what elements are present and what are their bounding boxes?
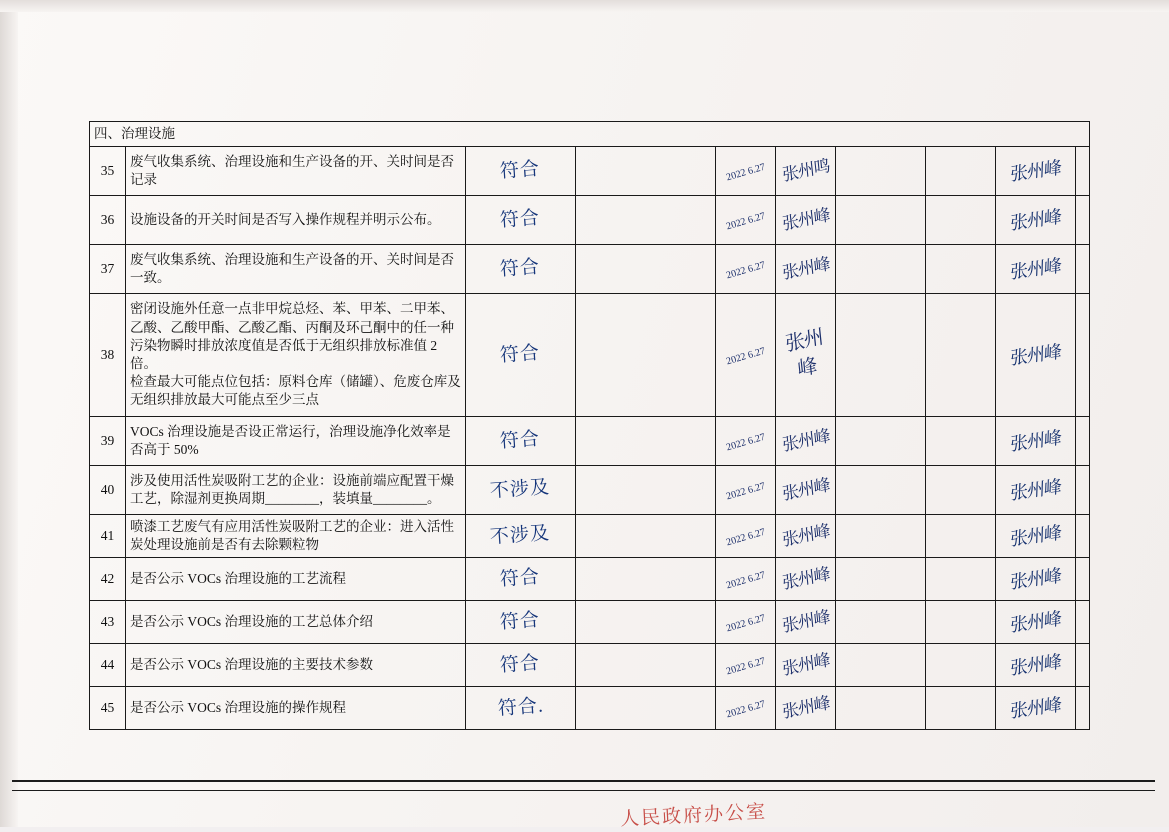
handwritten-date: 2022 6.27: [724, 698, 767, 721]
row-edge-cell: [1076, 687, 1090, 730]
row-result: [466, 294, 576, 417]
handwritten-signature: 张州峰: [780, 563, 830, 593]
table-row: [90, 558, 1090, 601]
handwritten-date: 2022 6.27: [724, 161, 767, 184]
row-edge-cell: [1076, 515, 1090, 558]
row-signature-2: [996, 687, 1076, 730]
row-signature-2: [996, 558, 1076, 601]
row-number: 43: [90, 601, 126, 644]
row-signature-2: [996, 515, 1076, 558]
handwritten-result: 符合: [499, 428, 542, 453]
row-signature-1: [776, 601, 836, 644]
table-row: [90, 294, 1090, 417]
row-edge-cell: [1076, 147, 1090, 196]
row-blank-1: [576, 245, 716, 294]
handwritten-signature: 张州峰: [780, 649, 830, 679]
row-date: [716, 687, 776, 730]
row-item-subtext: 检查最大可能点位包括：原料仓库（储罐）、危废仓库及无组织排放最大可能点至少三点: [130, 374, 461, 408]
row-signature-1: [776, 245, 836, 294]
row-item-text: 密闭设施外任意一点非甲烷总烃、苯、甲苯、二甲苯、乙酸、乙酸甲酯、乙酸乙酯、丙酮及环己酮中的任一种污染物瞬时排放浓度值是否低于无组织排放标准值 2 倍。: [130, 301, 454, 371]
row-number: 36: [90, 196, 126, 245]
row-number: 44: [90, 644, 126, 687]
handwritten-result: 符合: [499, 256, 542, 281]
row-item-text: 是否公示 VOCs 治理设施的操作规程: [126, 687, 466, 730]
row-date: [716, 466, 776, 515]
row-result: [466, 417, 576, 466]
row-blank-3: [926, 147, 996, 196]
row-blank-3: [926, 558, 996, 601]
row-result: [466, 644, 576, 687]
handwritten-signature-2: 张州峰: [1009, 522, 1062, 550]
row-item-text: 是否公示 VOCs 治理设施的工艺总体介绍: [126, 601, 466, 644]
row-signature-1: [776, 515, 836, 558]
row-item-cell: [126, 294, 466, 417]
row-edge-cell: [1076, 644, 1090, 687]
row-result: [466, 245, 576, 294]
row-blank-3: [926, 245, 996, 294]
row-blank-1: [576, 417, 716, 466]
row-result: [466, 558, 576, 601]
row-result: [466, 515, 576, 558]
row-signature-1: [776, 294, 836, 417]
row-blank-3: [926, 466, 996, 515]
handwritten-date: 2022 6.27: [724, 569, 767, 592]
row-edge-cell: [1076, 417, 1090, 466]
row-number: 41: [90, 515, 126, 558]
row-signature-1: [776, 644, 836, 687]
row-blank-3: [926, 294, 996, 417]
row-date: [716, 601, 776, 644]
table-row: [90, 245, 1090, 294]
row-edge-cell: [1076, 245, 1090, 294]
row-number: 38: [90, 294, 126, 417]
red-stamp-text: 人民政府办公室: [619, 801, 768, 831]
handwritten-date: 2022 6.27: [724, 431, 767, 454]
row-blank-2: [836, 245, 926, 294]
row-blank-2: [836, 294, 926, 417]
table-row: [90, 196, 1090, 245]
row-date: [716, 147, 776, 196]
handwritten-signature-2: 张州峰: [1009, 157, 1062, 185]
row-item-text: VOCs 治理设施是否设正常运行，治理设施净化效率是否高于 50%: [126, 417, 466, 466]
row-edge-cell: [1076, 558, 1090, 601]
row-date: [716, 417, 776, 466]
row-blank-2: [836, 417, 926, 466]
table-row: [90, 601, 1090, 644]
row-edge-cell: [1076, 196, 1090, 245]
inspection-form: [89, 121, 1089, 730]
row-blank-1: [576, 147, 716, 196]
row-date: [716, 196, 776, 245]
table-row: [90, 147, 1090, 196]
handwritten-signature-2: 张州峰: [1009, 608, 1062, 636]
row-result: [466, 601, 576, 644]
row-blank-2: [836, 601, 926, 644]
row-date: [716, 558, 776, 601]
row-date: [716, 644, 776, 687]
row-signature-2: [996, 466, 1076, 515]
checklist-table: [89, 121, 1090, 730]
row-blank-1: [576, 601, 716, 644]
row-blank-1: [576, 644, 716, 687]
row-blank-3: [926, 644, 996, 687]
row-date: [716, 294, 776, 417]
handwritten-result: 符合: [499, 207, 542, 232]
row-signature-1: [776, 147, 836, 196]
row-item-text: 设施设备的开关时间是否写入操作规程并明示公布。: [126, 196, 466, 245]
row-blank-3: [926, 687, 996, 730]
table-row: [90, 644, 1090, 687]
handwritten-signature: 张州峰: [780, 606, 830, 636]
section-title: 四、治理设施: [90, 122, 1090, 147]
row-number: 45: [90, 687, 126, 730]
table-row: [90, 417, 1090, 466]
row-signature-1: [776, 558, 836, 601]
table-row: [90, 515, 1090, 558]
row-number: 40: [90, 466, 126, 515]
handwritten-signature-2: 张州峰: [1009, 206, 1062, 234]
row-edge-cell: [1076, 466, 1090, 515]
row-number: 42: [90, 558, 126, 601]
row-number: 35: [90, 147, 126, 196]
handwritten-signature-2: 张州峰: [1009, 341, 1062, 369]
row-signature-2: [996, 294, 1076, 417]
row-result: [466, 147, 576, 196]
handwritten-result: 符合: [499, 566, 542, 591]
table-row: [90, 687, 1090, 730]
row-signature-1: [776, 196, 836, 245]
row-signature-1: [776, 687, 836, 730]
handwritten-signature-2: 张州峰: [1009, 651, 1062, 679]
row-blank-3: [926, 601, 996, 644]
row-signature-2: [996, 245, 1076, 294]
row-signature-2: [996, 644, 1076, 687]
row-signature-2: [996, 601, 1076, 644]
handwritten-result: 符合: [499, 652, 542, 677]
handwritten-result: 符合.: [496, 695, 545, 720]
row-signature-2: [996, 417, 1076, 466]
handwritten-date: 2022 6.27: [724, 480, 767, 503]
page-edge-shadow-top: [0, 0, 1169, 12]
row-date: [716, 245, 776, 294]
row-blank-1: [576, 515, 716, 558]
row-date: [716, 515, 776, 558]
handwritten-signature: 张州鸣: [780, 155, 830, 185]
row-result: [466, 196, 576, 245]
row-blank-2: [836, 147, 926, 196]
handwritten-result: 符合: [499, 342, 542, 367]
handwritten-signature: 张州峰: [780, 253, 830, 283]
row-blank-3: [926, 196, 996, 245]
row-signature-1: [776, 417, 836, 466]
row-blank-3: [926, 515, 996, 558]
row-blank-2: [836, 466, 926, 515]
row-item-text: 喷漆工艺废气有应用活性炭吸附工艺的企业：进入活性炭处理设施前是否有去除颗粒物: [126, 515, 466, 558]
handwritten-result: 不涉及: [489, 477, 552, 503]
row-blank-1: [576, 687, 716, 730]
row-edge-cell: [1076, 294, 1090, 417]
row-blank-2: [836, 558, 926, 601]
row-blank-1: [576, 294, 716, 417]
row-blank-2: [836, 515, 926, 558]
handwritten-signature-2: 张州峰: [1009, 476, 1062, 504]
handwritten-date: 2022 6.27: [724, 526, 767, 549]
handwritten-result: 符合: [499, 609, 542, 634]
handwritten-date: 2022 6.27: [724, 345, 767, 368]
handwritten-signature: 张州峰: [780, 520, 830, 550]
handwritten-result: 不涉及: [489, 523, 552, 549]
section-header-row: [90, 122, 1090, 147]
handwritten-signature-2: 张州峰: [1009, 565, 1062, 593]
handwritten-date: 2022 6.27: [724, 210, 767, 233]
row-item-text: 是否公示 VOCs 治理设施的主要技术参数: [126, 644, 466, 687]
row-blank-2: [836, 687, 926, 730]
footer-rule-1: [12, 780, 1155, 782]
row-item-text: 废气收集系统、治理设施和生产设备的开、关时间是否记录: [126, 147, 466, 196]
row-blank-2: [836, 196, 926, 245]
handwritten-date: 2022 6.27: [724, 259, 767, 282]
handwritten-signature: 张州峰: [780, 204, 830, 234]
row-number: 39: [90, 417, 126, 466]
handwritten-result: 符合: [499, 158, 542, 183]
row-blank-1: [576, 196, 716, 245]
row-item-text: 是否公示 VOCs 治理设施的工艺流程: [126, 558, 466, 601]
handwritten-signature: 张州峰: [780, 425, 830, 455]
row-signature-1: [776, 466, 836, 515]
handwritten-signature-2: 张州峰: [1009, 694, 1062, 722]
row-blank-2: [836, 644, 926, 687]
row-result: [466, 466, 576, 515]
handwritten-signature: 张州峰: [780, 692, 830, 722]
row-item-text: 废气收集系统、治理设施和生产设备的开、关时间是否一致。: [126, 245, 466, 294]
handwritten-date: 2022 6.27: [724, 612, 767, 635]
row-signature-2: [996, 196, 1076, 245]
table-row: [90, 466, 1090, 515]
row-edge-cell: [1076, 601, 1090, 644]
handwritten-signature: 张州峰: [784, 326, 824, 381]
row-blank-1: [576, 466, 716, 515]
handwritten-signature-2: 张州峰: [1009, 255, 1062, 283]
handwritten-date: 2022 6.27: [724, 655, 767, 678]
row-result: [466, 687, 576, 730]
footer-rule-2: [12, 790, 1155, 791]
handwritten-signature-2: 张州峰: [1009, 427, 1062, 455]
row-blank-3: [926, 417, 996, 466]
page-edge-shadow-left: [0, 0, 18, 827]
handwritten-signature: 张州峰: [780, 474, 830, 504]
row-signature-2: [996, 147, 1076, 196]
row-blank-1: [576, 558, 716, 601]
row-number: 37: [90, 245, 126, 294]
row-item-text: 涉及使用活性炭吸附工艺的企业：设施前端应配置干燥工艺，除湿剂更换周期________，装填量________。: [126, 466, 466, 515]
